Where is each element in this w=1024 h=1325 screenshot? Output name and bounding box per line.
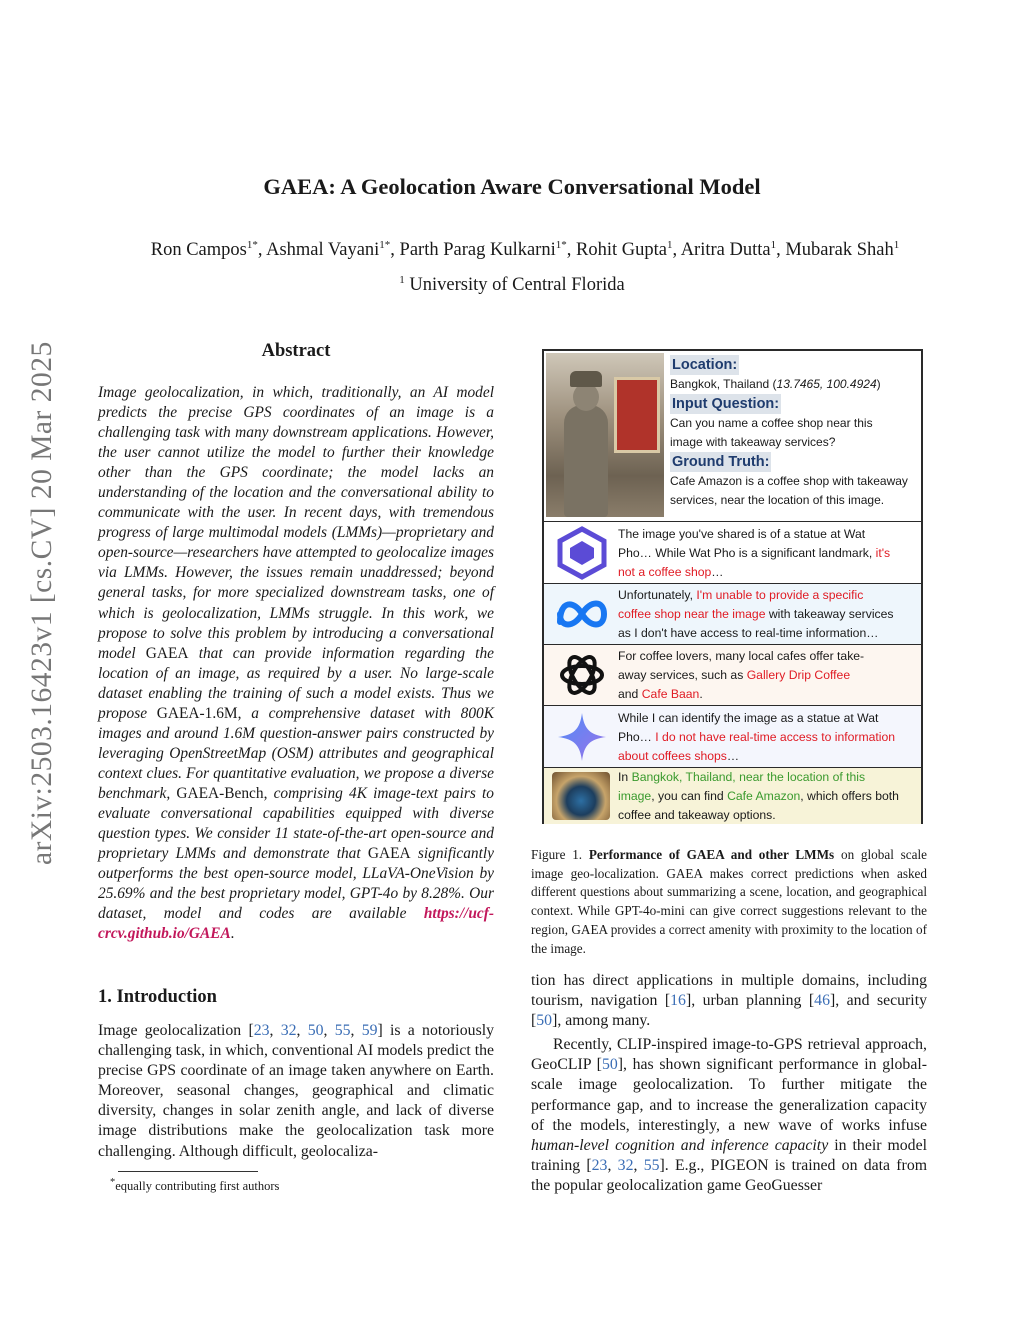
body-text: ]. E.g., PIGEON is trained on data from the popular geolocalization game GeoGuesser bbox=[531, 1156, 928, 1194]
correct-highlight: Cafe Amazon bbox=[727, 789, 801, 804]
resp: with takeaway services bbox=[768, 607, 894, 622]
citation-link[interactable]: 55 bbox=[643, 1156, 660, 1174]
author-name: Rohit Gupta bbox=[575, 240, 667, 261]
resp: away services, such as bbox=[618, 668, 744, 683]
resp: In bbox=[618, 770, 629, 784]
abstract-text: Image geolocalization, in which, traditionally, an AI model predicts the precise GPS coordinates of an image is a challenging task with many downstream applications. However, the user cannot utilize the model to further their knowledge other than the GPS coordinate; the model lacks an understanding of the location and the conversational ability to communicate with the user. In recent days, with tremendous progress of large multimodal models (LMMs)—proprietary and open-source—researchers have attempted to geolocalize images via LMMs. However, the issues remain unaddressed; beyond general tasks, for more specialized downstream tasks, one of which is geolocalization, LMMs struggle. In this work, we propose to solve this problem by introducing a conversational model bbox=[98, 384, 494, 662]
body-text: ], and security [ bbox=[531, 992, 927, 1030]
question-line: image with takeaway services? bbox=[670, 435, 836, 449]
response-row-gemini bbox=[544, 706, 921, 769]
affiliation-name: University of Central Florida bbox=[409, 275, 625, 296]
abstract-text: significantly outperforms the best open-source model, LLaVA-OneVision by 25.69% and the best proprietary model, GPT-4o by 8.28%. Our dataset, model and codes are available bbox=[98, 845, 494, 923]
abstract-text: comprising 4K image-text pairs to evaluate conversational capabilities equipped with diverse question types. We consider 11 state-of-the-art open-source and proprietary LMMs and demonstrate that bbox=[98, 784, 494, 863]
incorrect-highlight: coffee shop near the image bbox=[618, 607, 766, 622]
response-text bbox=[618, 525, 920, 583]
response-row-llama bbox=[544, 584, 921, 646]
resp: The image you've shared is of a statue at Wat bbox=[618, 527, 866, 541]
caption-text: on global scale image geo-localization. GAEA makes correct predictions when asked different questions about summarizing a scene, location, and geographical context. While GPT-4o-mini can give correct suggestions relevant to the region, GAEA provides a correct amenity with proximity to the location of the image. bbox=[531, 847, 928, 956]
author-name: Ashmal Vayani bbox=[266, 240, 380, 261]
resp: Unfortunately, bbox=[618, 588, 693, 602]
location-label: Location: bbox=[672, 357, 738, 373]
author-sup: 1 bbox=[666, 239, 673, 251]
coordinates: 13.7465, 100.4924 bbox=[776, 377, 877, 391]
right-column-body bbox=[531, 971, 927, 1196]
body-text: ], among many. bbox=[552, 1012, 651, 1030]
section-heading-introduction: 1. Introduction bbox=[98, 987, 217, 1007]
location-close: ) bbox=[876, 377, 881, 391]
project-link[interactable]: https://ucf-crcv.github.io/GAEA bbox=[98, 905, 494, 943]
body-text: tion has direct applications in multiple domains, including tourism, navigation [ bbox=[531, 972, 927, 1010]
citation-link[interactable]: 59 bbox=[361, 1022, 378, 1039]
resp: , you can find bbox=[651, 789, 724, 804]
response-row-gaea bbox=[544, 768, 921, 824]
incorrect-highlight: Gallery Drip Coffee bbox=[746, 668, 851, 683]
gaea-bench-name: GAEA-Bench, bbox=[176, 784, 268, 802]
response-text bbox=[618, 768, 920, 826]
location-text: Bangkok, Thailand ( bbox=[670, 377, 777, 391]
ground-truth-line: Cafe Amazon is a coffee shop with takeaway bbox=[670, 474, 908, 488]
author-sup: 1 bbox=[893, 239, 900, 251]
resp: For coffee lovers, many local cafes offer take- bbox=[618, 649, 865, 663]
resp: Pho… bbox=[618, 730, 652, 745]
abstract-heading: Abstract bbox=[261, 341, 331, 361]
abstract-body bbox=[98, 383, 494, 944]
intro-paragraph bbox=[98, 1021, 494, 1162]
openai-logo-icon bbox=[552, 647, 612, 703]
response-text bbox=[618, 647, 920, 705]
citation-link[interactable]: 32 bbox=[280, 1022, 297, 1039]
footnote bbox=[110, 1177, 490, 1194]
wat-pho-statue-photo bbox=[546, 353, 664, 517]
author-sup: 1* bbox=[379, 239, 391, 251]
citation-link[interactable]: 50 bbox=[536, 1012, 553, 1030]
intro-text: ] is a notoriously challenging task, in which, conventional AI models predict the precise GPS coordinate of an image taken anywhere on Earth. Moreover, seasonal changes, geographical and climatic diversity, changes in solar zenith angle, and lack of diverse image distributions make the geolocalization task more challenging. Although difficult, geolocaliza- bbox=[98, 1022, 495, 1160]
sep: , bbox=[323, 1022, 335, 1039]
resp: and bbox=[618, 687, 639, 702]
citation-link[interactable]: 32 bbox=[617, 1156, 634, 1174]
citation-link[interactable]: 50 bbox=[601, 1056, 618, 1074]
body-text: Recently, CLIP-inspired image-to-GPS retrieval approach, GeoCLIP [ bbox=[531, 1036, 927, 1074]
intro-text: Image geolocalization [ bbox=[98, 1022, 254, 1039]
gaea-name: GAEA bbox=[367, 845, 411, 863]
abstract-text: that can provide information regarding the location of an image, as required by a user. No large-scale dataset enabling the training of such a model exists. Thus we propose bbox=[98, 644, 494, 722]
author-name: Aritra Dutta bbox=[680, 240, 771, 261]
incorrect-highlight: not a coffee shop bbox=[618, 565, 712, 580]
citation-link[interactable]: 50 bbox=[307, 1022, 324, 1039]
incorrect-highlight: Cafe Baan bbox=[641, 687, 700, 702]
citation-link[interactable]: 55 bbox=[334, 1022, 351, 1039]
paragraph bbox=[531, 971, 927, 1031]
question-label: Input Question: bbox=[672, 396, 780, 412]
arxiv-sidebar-stamp: arXiv:2503.16423v1 [cs.CV] 20 Mar 2025 bbox=[26, 341, 58, 865]
resp: While I can identify the image as a statue at Wat bbox=[618, 711, 879, 725]
qwen-logo-icon bbox=[552, 525, 612, 581]
correct-highlight: Bangkok, Thailand, near the location of this bbox=[631, 770, 866, 784]
citation-link[interactable]: 23 bbox=[591, 1156, 608, 1174]
incorrect-highlight: it's bbox=[875, 546, 891, 561]
gemini-logo-icon bbox=[552, 709, 612, 765]
author-sup: 1* bbox=[555, 239, 567, 251]
sep: , bbox=[607, 1156, 618, 1174]
affiliation-sup: 1 bbox=[399, 274, 405, 286]
resp: Pho… While Wat Pho is a significant landmark, bbox=[618, 546, 873, 561]
response-text bbox=[618, 709, 920, 767]
response-row-gpt bbox=[544, 645, 921, 707]
resp: . bbox=[699, 687, 703, 702]
sep: , bbox=[269, 1022, 281, 1039]
sep: , bbox=[296, 1022, 308, 1039]
ground-truth-label: Ground Truth: bbox=[672, 454, 770, 470]
author-name: Mubarak Shah bbox=[785, 240, 894, 261]
resp: , which offers both bbox=[800, 789, 899, 804]
emphasis: human-level cognition and inference capacity bbox=[531, 1136, 829, 1154]
abstract-end: . bbox=[230, 925, 235, 943]
gaea-dataset-name: GAEA-1.6M, bbox=[156, 704, 242, 722]
resp: … bbox=[726, 749, 740, 764]
paragraph bbox=[531, 1035, 927, 1196]
body-text: ], urban planning [ bbox=[685, 992, 815, 1010]
response-row-qwen bbox=[544, 522, 921, 585]
response-text bbox=[618, 586, 920, 644]
caption-label: Figure 1. bbox=[531, 847, 583, 862]
abstract-text: a comprehensive dataset with 800K images and around 1.6M question-answer pairs constructed by leveraging OpenStreetMap (OSM) attributes and geographical context clues. For quantitative evaluation, we propose a diverse benchmark, bbox=[98, 704, 494, 802]
citation-link[interactable]: 16 bbox=[670, 992, 686, 1010]
sep: , bbox=[350, 1022, 362, 1039]
paper-title: GAEA: A Geolocation Aware Conversational Model bbox=[263, 174, 761, 199]
figure-1 bbox=[542, 349, 923, 824]
author-name: Parth Parag Kulkarni bbox=[399, 240, 556, 261]
gaea-globe-avatar-icon bbox=[552, 772, 610, 820]
caption-bold: Performance of GAEA and other LMMs bbox=[588, 847, 835, 862]
body-text: ], has shown significant performance in global-scale image geolocalization. To further mitigate the performance gap, and to increase the generalization capacity of the models, interestingly, a new wave of works infuse bbox=[531, 1056, 927, 1134]
figure-query-info bbox=[670, 355, 920, 510]
incorrect-highlight: about coffees shops bbox=[618, 749, 727, 764]
gaea-name: GAEA bbox=[145, 644, 189, 662]
resp: as I don't have access to real-time information… bbox=[618, 626, 879, 641]
incorrect-highlight: I'm unable to provide a specific bbox=[696, 588, 864, 602]
author-sup: 1 bbox=[770, 239, 777, 251]
statue-hat bbox=[570, 371, 602, 387]
question-line: Can you name a coffee shop near this bbox=[670, 416, 873, 430]
ground-truth-line: services, near the location of this image. bbox=[670, 493, 885, 507]
resp: … bbox=[711, 565, 724, 580]
correct-highlight: image bbox=[618, 789, 652, 804]
incorrect-highlight: I do not have real-time access to information bbox=[655, 730, 896, 745]
author-name: Ron Campos bbox=[150, 240, 247, 261]
meta-logo-icon bbox=[552, 586, 612, 642]
statue-head bbox=[573, 383, 599, 411]
location-value bbox=[670, 375, 920, 394]
footnote-mark: * bbox=[110, 1177, 116, 1188]
author-list: Ron Campos$^{1*}$, Ashmal Vayani$^{1*}$, Parth Parag Kulkarni$^{1*}$, Rohit Gupta$^1$, Aritra Dutta$^1$, Mubarak Shah$^1$ bbox=[150, 239, 900, 261]
figure-query-panel bbox=[544, 351, 921, 523]
affiliation bbox=[0, 274, 1024, 296]
citation-link[interactable]: 23 bbox=[253, 1022, 270, 1039]
resp: coffee and takeaway options. bbox=[618, 808, 776, 823]
body-text: in their model training [ bbox=[531, 1136, 927, 1174]
author-sup: 1* bbox=[246, 239, 258, 251]
temple-door bbox=[614, 377, 660, 453]
footnote-text: equally contributing first authors bbox=[115, 1179, 280, 1194]
sep: , bbox=[633, 1156, 644, 1174]
citation-link[interactable]: 46 bbox=[814, 992, 830, 1010]
statue-body bbox=[564, 405, 608, 517]
figure-caption bbox=[531, 846, 927, 958]
footnote-rule bbox=[118, 1171, 258, 1172]
